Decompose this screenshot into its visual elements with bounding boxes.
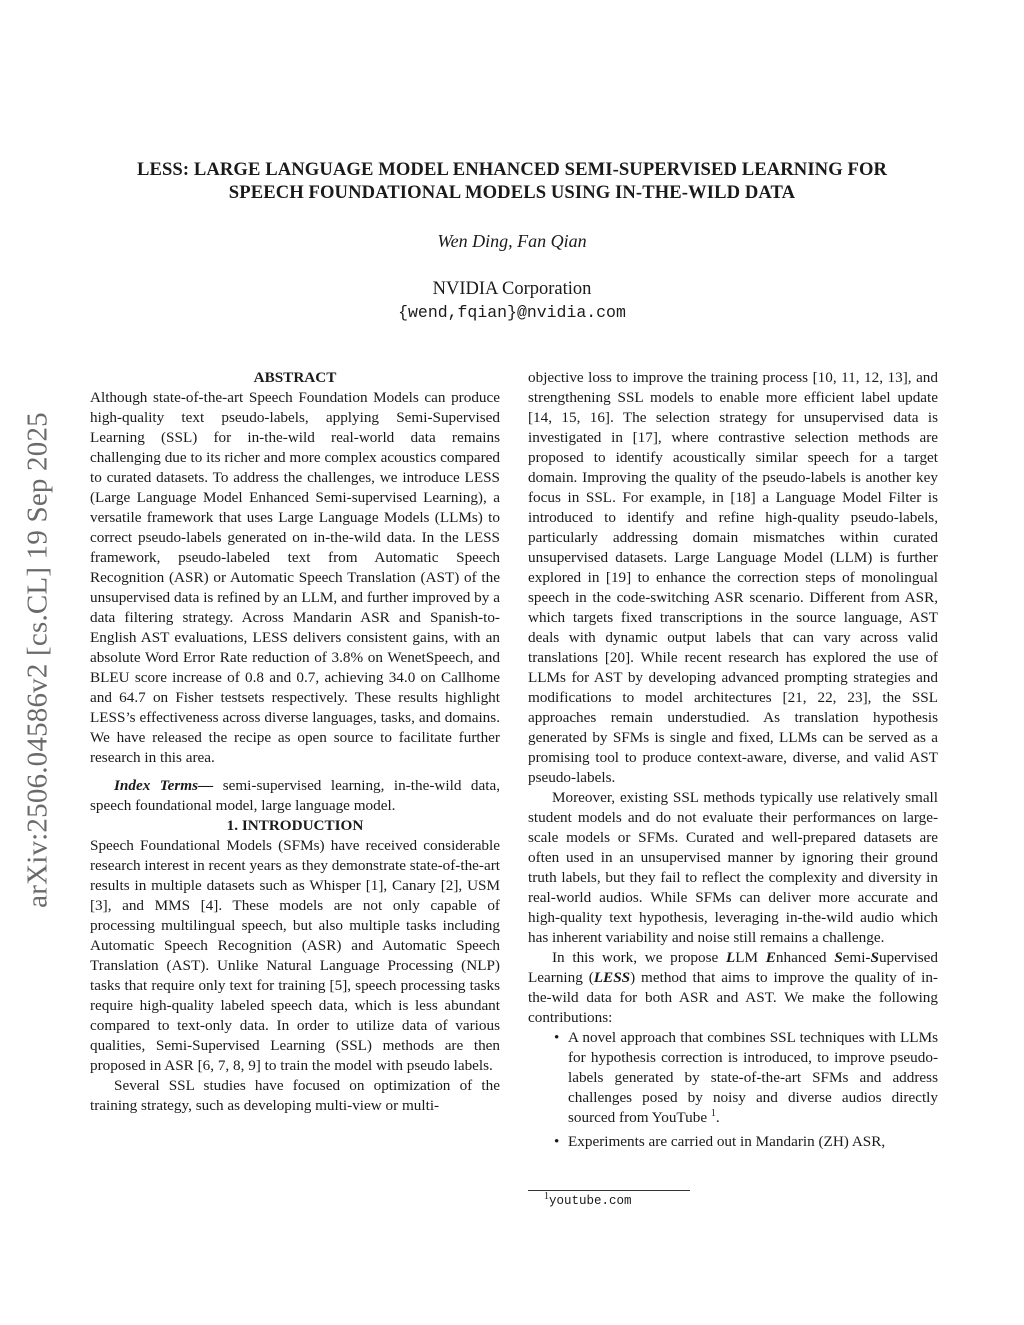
intro-paragraph-2: Several SSL studies have focused on optimization of the training strategy, such as developing multi-view or multi- [90, 1077, 500, 1114]
index-terms-text: semi-supervised learning, in-the-wild data, speech foundational model, large language model. [90, 777, 500, 814]
acronym-letter: L [725, 949, 736, 966]
acronym-rest: LM [735, 949, 766, 966]
left-column [90, 368, 500, 1116]
p4-end: ) method that aims to improve the quality of in-the-wild data for both ASR and AST. We make the following contributions: [528, 969, 938, 1026]
authors: Wen Ding, Fan Qian [437, 231, 587, 251]
intro-paragraph-1: Speech Foundational Models (SFMs) have received considerable research interest in recent years as they demonstrate state-of-the-art results in multiple datasets such as Whisper [1], Canary [2], USM [3], and MMS [4]. These models are not only capable of processing multilingual speech, but also multiple tasks including Automatic Speech Recognition (ASR) and Automatic Speech Translation (AST). Unlike Natural Language Processing (NLP) tasks that require only text for training [5], speech processing tasks require high-quality labeled speech data, which is less abundant compared to text-only data. In order to utilize data of various qualities, Semi-Supervised Learning (SSL) methods are then proposed in ASR [6, 7, 8, 9] to train the model with pseudo labels. [90, 837, 500, 1074]
acronym-rest: nhanced [775, 949, 835, 966]
bullet-text: A novel approach that combines SSL techniques with LLMs for hypothesis correction is introduced, to improve pseudo-labels generated by state-of-the-art SFMs and address challenges posed by noisy and diverse audios directly sourced from YouTube [568, 1029, 938, 1126]
footnote [544, 1190, 632, 1208]
acronym-letter: S [870, 949, 879, 966]
right-column [528, 368, 938, 1152]
footnote-divider [528, 1190, 690, 1191]
bullet-end: . [715, 1109, 720, 1126]
acronym-rest: upervised Learning ( [528, 949, 938, 986]
p4-start: In this work, we propose [552, 949, 726, 966]
list-item [568, 1132, 938, 1152]
index-terms [90, 776, 500, 816]
title-line-2: SPEECH FOUNDATIONAL MODELS USING IN-THE-WILD DATA [228, 182, 796, 203]
title-line-1: LESS: LARGE LANGUAGE MODEL ENHANCED SEMI-SUPERVISED LEARNING FOR [136, 159, 888, 180]
contributions-list [528, 1028, 938, 1152]
bullet-text: Experiments are carried out in Mandarin (ZH) ASR, [568, 1133, 886, 1150]
abstract-body: Although state-of-the-art Speech Foundation Models can produce high-quality text pseudo-labels, applying Semi-Supervised Learning (SSL) for in-the-wild real-world data remains challenging due to its richer and more complex acoustics compared to curated datasets. To address the challenges, we introduce LESS (Large Language Model Enhanced Semi-supervised Learning), a versatile framework that uses Large Language Models (LLMs) to correct pseudo-labels generated on in-the-wild data. In the LESS framework, pseudo-labeled text from Automatic Speech Recognition (ASR) or Automatic Speech Translation (AST) of the unsupervised data is refined by an LLM, and further improved by a data filtering strategy. Across Mandarin ASR and Spanish-to-English AST evaluations, LESS delivers consistent gains, with an absolute Word Error Rate reduction of 3.8% on WenetSpeech, and BLEU score increase of 0.8 and 0.7, achieving 34.0 on Callhome and 64.7 on Fisher testsets respectively. These results highlight LESS’s effectiveness across diverse languages, tasks, and domains. We have released the recipe as open source to facilitate further research in this area. [90, 389, 500, 766]
footnote-marker: 1 [710, 1107, 716, 1119]
intro-paragraph-2-continued: objective loss to improve the training process [10, 11, 12, 13], and strengthening SSL models to enable more efficient label update [14, 15, 16]. The selection strategy for unsupervised data is investigated in [17], where contrastive selection methods are proposed to identify acoustically similar speech for a target domain. Improving the quality of the pseudo-labels is another key focus in SSL. For example, in [18] a Language Model Filter is introduced to identify and refine high-quality pseudo-labels, particularly addressing domain mismatches within curated unsupervised datasets. Large Language Model (LLM) is further explored in [19] to enhance the correction steps of monolingual speech in the code-switching ASR scenario. Different from ASR, which targets fixed transcriptions in the source language, AST deals with dynamic output labels that can vary across valid translations [20]. While recent research has explored the use of LLMs for AST by developing advanced prompting strategies and modifications to model architectures [21, 22, 23], the SSL approaches remain understudied. As translation hypothesis generated by SFMs is single and fixed, LLMs can be served as a promising tool to produce context-aware, diverse, and valid AST pseudo-labels. [528, 369, 938, 786]
affiliation: NVIDIA Corporation [432, 279, 592, 299]
acronym-rest: emi- [842, 949, 871, 966]
arxiv-identifier: arXiv:2506.04586v2 [cs.CL] 19 Sep 2025 [21, 412, 54, 908]
introduction-heading: 1. INTRODUCTION [226, 817, 364, 834]
acronym-letter: E [765, 949, 776, 966]
author-email: {wend,fqian}@nvidia.com [398, 303, 626, 322]
list-item [568, 1028, 938, 1128]
paper-title [80, 158, 944, 204]
index-terms-label: Index Terms— [114, 777, 214, 794]
acronym-letter: S [834, 949, 843, 966]
intro-paragraph-4 [528, 948, 938, 1028]
acronym-word: LESS [593, 969, 631, 986]
footnote-number: 1 [544, 1190, 549, 1202]
footnote-link[interactable]: youtube.com [549, 1194, 632, 1208]
abstract-heading: ABSTRACT [253, 369, 337, 386]
intro-paragraph-3: Moreover, existing SSL methods typically use relatively small student models and do not evaluate their performances on large-scale models or SFMs. Curated and well-prepared datasets are often used in an unsupervised manner by ignoring their ground truth labels, but they fail to reflect the complexity and diversity in real-world audios. While SFMs can deliver more accurate and high-quality text hypothesis, leveraging in-the-wild audio which has inherent variability and noise still remains a challenge. [528, 789, 938, 946]
